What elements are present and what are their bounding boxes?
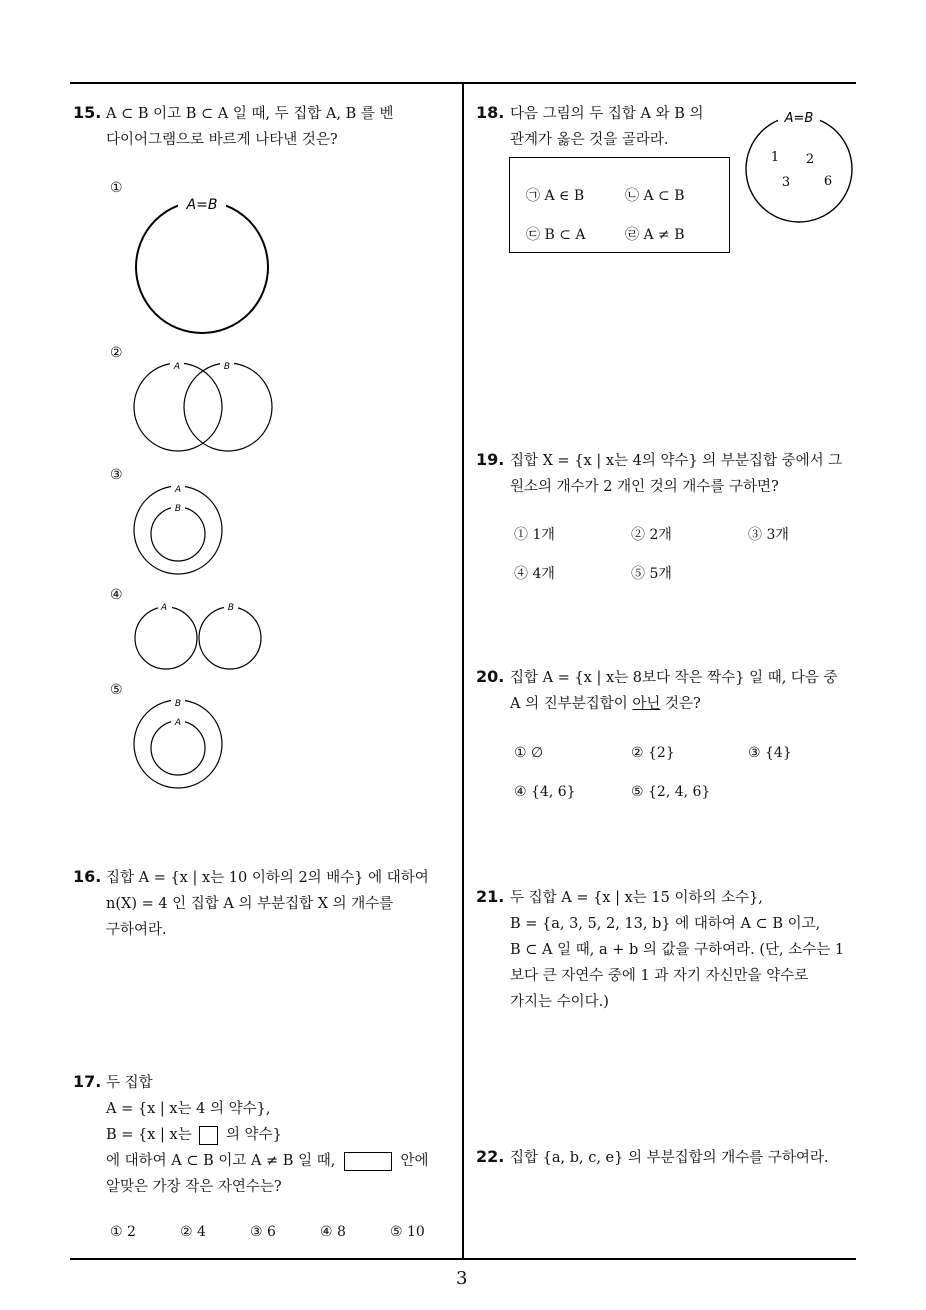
- question-text-line: 보다 큰 자연수 중에 1 과 자기 자신만을 약수로: [510, 968, 809, 984]
- question-text-line: 집합 {a, b, c, e} 의 부분집합의 개수를 구하여라.: [510, 1150, 829, 1166]
- choice-4[interactable]: ④ 8: [320, 1224, 346, 1240]
- option-label: ⑤: [110, 682, 123, 698]
- option-label: ④: [110, 587, 123, 603]
- condition-suffix: 안에: [400, 1153, 429, 1169]
- choice-2[interactable]: ② {2}: [631, 745, 675, 761]
- set-label: A=B: [186, 197, 218, 213]
- question-number: 22.: [476, 1147, 505, 1166]
- question-number: 19.: [476, 450, 505, 469]
- choice-1[interactable]: ① 1개: [514, 527, 555, 543]
- set-label: A: [174, 718, 182, 728]
- option-label: ③: [110, 467, 123, 483]
- set-label: B: [227, 603, 235, 613]
- page-number: 3: [456, 1268, 468, 1289]
- choice-2[interactable]: ② 4: [180, 1224, 206, 1240]
- question-text-line: 두 집합: [106, 1075, 153, 1091]
- question-text-line: A ⊂ B 이고 B ⊂ A 일 때, 두 집합 A, B 를 벤: [106, 106, 394, 122]
- set-label: A: [174, 485, 182, 495]
- condition-text: 에 대하여 A ⊂ B 이고 A ≠ B 일 때,: [106, 1153, 336, 1169]
- set-label: B: [174, 504, 182, 514]
- set-element: 1: [770, 150, 780, 165]
- set-circle-a: [151, 721, 205, 775]
- question-text-line: 다음 그림의 두 집합 A 와 B 의: [510, 106, 704, 122]
- choice-1[interactable]: ① 2: [110, 1224, 136, 1240]
- question-text-line: [106, 1148, 429, 1174]
- set-element: 6: [823, 174, 833, 189]
- set-b-prefix: B = {x | x는: [106, 1127, 192, 1143]
- choice-3[interactable]: ③ 3개: [748, 527, 789, 543]
- question-text-line: 원소의 개수가 2 개인 것의 개수를 구하면?: [510, 479, 779, 495]
- set-label: A: [173, 362, 181, 372]
- set-circle-a: [135, 607, 197, 669]
- question-text-line: A = {x | x는 4 의 약수},: [106, 1101, 271, 1117]
- question-text-line: B = {a, 3, 5, 2, 13, b} 에 대하여 A ⊂ B 이고,: [510, 916, 821, 932]
- set-element: 2: [805, 152, 815, 167]
- venn-option-3: [120, 478, 240, 588]
- statement-item: ㉢ B ⊂ A: [526, 227, 586, 243]
- column-divider: [462, 82, 464, 1259]
- set-circle-ab: [136, 201, 268, 333]
- question-number: 17.: [73, 1072, 102, 1091]
- choice-5[interactable]: ⑤ 5개: [631, 566, 672, 582]
- option-label: ①: [110, 180, 123, 196]
- question-text-line: 가지는 수이다.): [510, 994, 609, 1010]
- choice-4[interactable]: ④ 4개: [514, 566, 555, 582]
- venn-option-4: [120, 598, 280, 678]
- question-text-line: 집합 X = {x | x는 4의 약수} 의 부분집합 중에서 그: [510, 453, 843, 469]
- question-text-line: 두 집합 A = {x | x는 15 이하의 소수},: [510, 890, 763, 906]
- question-number: 21.: [476, 887, 505, 906]
- venn-option-5: [120, 692, 240, 802]
- choice-5[interactable]: ⑤ {2, 4, 6}: [631, 784, 711, 800]
- statement-item: ㉠ A ∈ B: [526, 188, 585, 204]
- emphasis-not: 아닌: [632, 696, 661, 712]
- question-text-line: 알맞은 가장 작은 자연수는?: [106, 1179, 282, 1195]
- set-b-suffix: 의 약수}: [225, 1127, 282, 1143]
- choice-2[interactable]: ② 2개: [631, 527, 672, 543]
- set-circle-ab: [746, 116, 852, 222]
- question-number: 16.: [73, 867, 102, 886]
- question-text-line: [510, 691, 701, 717]
- choice-3[interactable]: ③ {4}: [748, 745, 792, 761]
- answer-blank-box: [199, 1126, 218, 1145]
- set-label: B: [174, 699, 182, 709]
- question-text-line: 구하여라.: [106, 922, 167, 938]
- question-text-line: n(X) = 4 인 집합 A 의 부분집합 X 의 개수를: [106, 896, 394, 912]
- answer-blank-box: [344, 1152, 392, 1171]
- set-circle-b: [151, 507, 205, 561]
- set-element: 3: [781, 175, 791, 190]
- set-label: B: [223, 362, 231, 372]
- question-number: 18.: [476, 103, 505, 122]
- venn-option-2: [120, 355, 290, 465]
- choice-1[interactable]: ① ∅: [514, 745, 544, 761]
- question-text-line: B ⊂ A 일 때, a + b 의 값을 구하여라. (단, 소수는 1: [510, 942, 845, 958]
- question-text-line: 다이어그램으로 바르게 나타낸 것은?: [106, 132, 338, 148]
- statement-item: ㉣ A ≠ B: [625, 227, 685, 243]
- set-label: A=B: [784, 111, 814, 126]
- set-label: A: [160, 603, 168, 613]
- set-circle-a: [134, 363, 222, 451]
- choice-3[interactable]: ③ 6: [250, 1224, 276, 1240]
- option-label: ②: [110, 345, 123, 361]
- set-diagram: [740, 106, 858, 224]
- set-circle-b: [184, 363, 272, 451]
- question-number: 15.: [73, 103, 102, 122]
- question-text-part: 것은?: [660, 696, 701, 712]
- question-text-part: A 의 진부분집합이: [510, 696, 633, 712]
- question-text-line: [106, 1122, 282, 1148]
- choice-5[interactable]: ⑤ 10: [390, 1224, 425, 1240]
- question-number: 20.: [476, 667, 505, 686]
- set-circle-b: [199, 607, 261, 669]
- question-text-line: 집합 A = {x | x는 8보다 작은 짝수} 일 때, 다음 중: [510, 670, 838, 686]
- question-text-line: 관계가 옳은 것을 골라라.: [510, 132, 669, 148]
- choice-4[interactable]: ④ {4, 6}: [514, 784, 576, 800]
- question-text-line: 집합 A = {x | x는 10 이하의 2의 배수} 에 대하여: [106, 870, 429, 886]
- venn-option-1: [120, 188, 290, 338]
- statement-item: ㉡ A ⊂ B: [625, 188, 685, 204]
